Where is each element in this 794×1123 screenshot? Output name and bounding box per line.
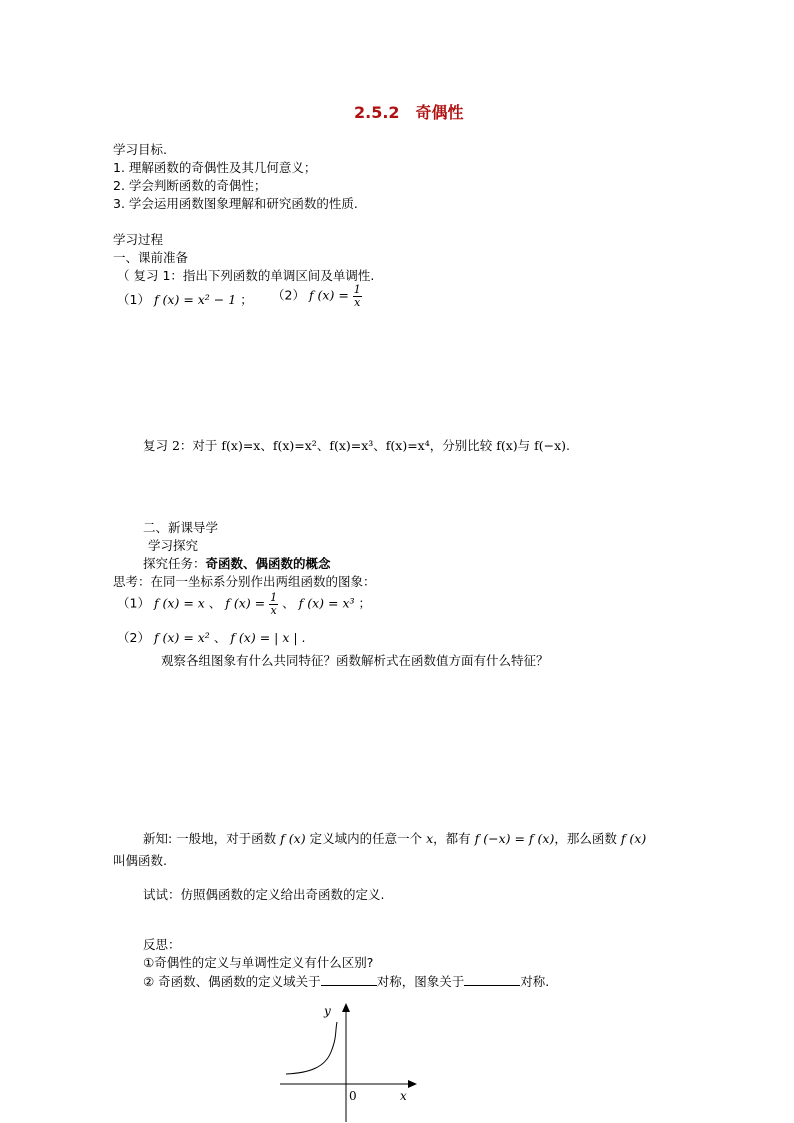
reflect-question-1: ①奇偶性的定义与单调性定义有什么区别? <box>143 955 374 970</box>
objective-item: 1. 理解函数的奇偶性及其几何意义； <box>113 160 317 175</box>
think-text: 思考：在同一坐标系分别作出两组函数的图象： <box>113 574 376 589</box>
task-line <box>143 554 331 572</box>
y-axis-label: y <box>324 1004 331 1018</box>
y-axis-arrow-icon <box>342 1003 350 1012</box>
review1-item2 <box>272 284 362 308</box>
task-label: 探究任务： <box>143 556 206 571</box>
review1-item1 <box>117 290 253 308</box>
page-title: 2.5.2 奇偶性 <box>354 103 464 122</box>
section2-subheading: 学习探究 <box>148 538 199 553</box>
new-knowledge-line1: 新知: 一般地，对于函数 f (x) 定义域内的任意一个 x，都有 f (−x) = f (x)，那么函数 f (x) <box>143 831 647 846</box>
objective-item: 3. 学会运用函数图象理解和研究函数的性质. <box>113 196 358 211</box>
reflect-heading: 反思： <box>143 937 181 952</box>
group2-line: （2） f (x) = x² 、 f (x) = | x | . <box>117 630 306 645</box>
review1-item1-formula: f (x) = x² − 1 <box>153 292 237 307</box>
review1-item2-label: （2） <box>272 287 305 303</box>
x-axis-arrow-icon <box>408 1080 417 1088</box>
process-heading: 学习过程 <box>113 232 164 247</box>
observe-question: 观察各组图象有什么共同特征？函数解析式在函数值方面有什么特征？ <box>161 653 549 668</box>
review1-item2-fraction: $\frac{1}{x}$ <box>353 283 361 309</box>
objective-item: 2. 学会判断函数的奇偶性； <box>113 178 267 193</box>
answer-blank[interactable] <box>321 974 377 986</box>
x-axis-label: x <box>400 1089 407 1103</box>
review1-item1-label: （1） <box>117 292 150 307</box>
try-text: 试试：仿照偶函数的定义给出奇函数的定义. <box>143 887 385 902</box>
review1-text: （ 复习 1：指出下列函数的单调区间及单调性. <box>117 268 375 283</box>
function-graph <box>280 1000 430 1123</box>
section1-heading: 一、课前准备 <box>113 250 189 265</box>
task-title: 奇函数、偶函数的概念 <box>205 556 331 571</box>
origin-label: 0 <box>349 1089 357 1103</box>
answer-blank[interactable] <box>464 974 520 986</box>
group1-line: （1） f (x) = x 、 f (x) = $\frac{1}{x}$ 、 f (x) = x³ ； <box>117 591 372 617</box>
review1-item2-lhs: f (x) = <box>308 287 349 303</box>
review2-text: 复习 2：对于 f(x)=x、f(x)=x²、f(x)=x³、f(x)=x⁴，分别比较 f(x)与 f(−x). <box>143 438 570 453</box>
reflect-question-2: ② 奇函数、偶函数的定义域关于 对称，图象关于 对称. <box>143 974 550 989</box>
group1-fraction: $\frac{1}{x}$ <box>270 591 278 617</box>
review1-item1-suffix: ； <box>240 292 253 307</box>
section2-heading: 二、新课导学 <box>143 520 219 535</box>
new-knowledge-line2: 叫偶函数. <box>113 853 167 868</box>
objectives-heading: 学习目标. <box>113 142 167 157</box>
function-curve <box>286 1022 337 1074</box>
